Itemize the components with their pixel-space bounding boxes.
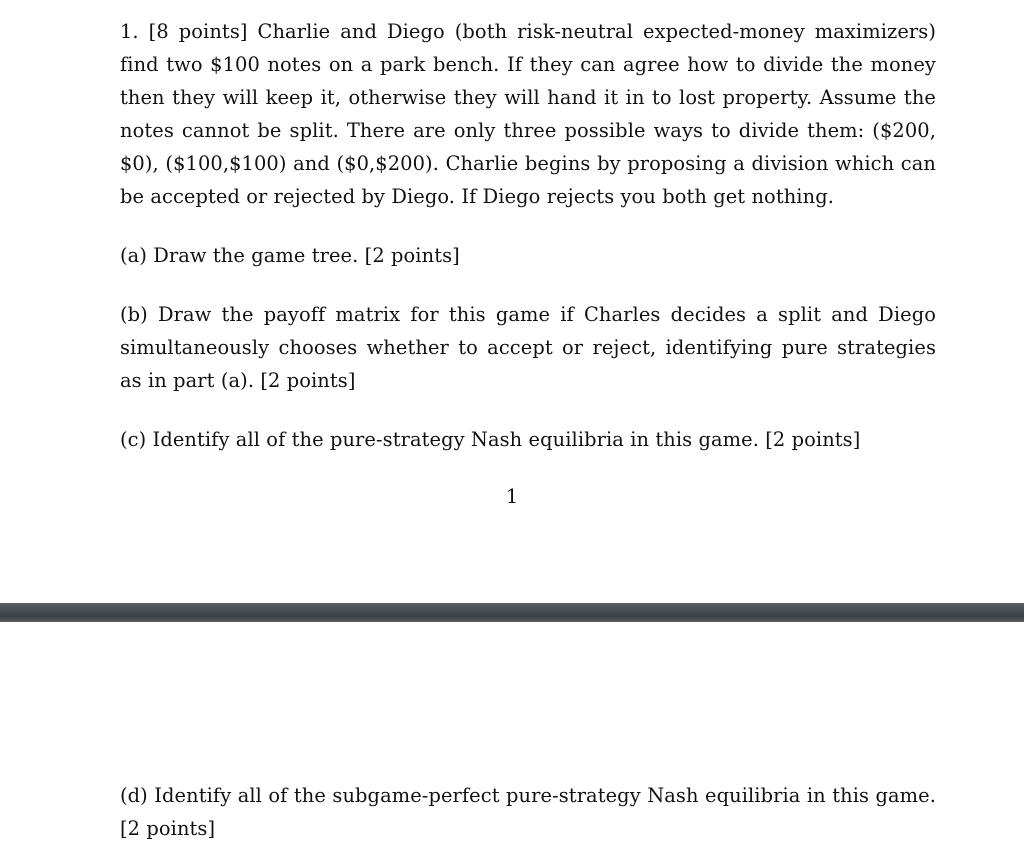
question-part-b: (b) Draw the payoff matrix for this game if Charles decides a split and Diego simultaneously chooses whether to accept or reject, identifying pure strategies as in part (a). [2 points]: [120, 303, 936, 392]
document-page-2: [0, 622, 1024, 863]
question-1-intro: 1. [8 points] Charlie and Diego (both risk-neutral expected-money maximizers) find two $100 notes on a park bench. If they can agree how to divide the money then they will keep it, otherwise they will hand it in to lost property. Assume the notes cannot be split. There are only three possible ways to divide them: ($200, $0), ($100,$100) and ($0,$200). Charlie begins by proposing a division which can be accepted or rejected by Diego. If Diego rejects you both get nothing.: [120, 20, 936, 208]
page-number: 1: [505, 485, 519, 508]
question-part-d: (d) Identify all of the subgame-perfect pure-strategy Nash equilibria in this game. [2 points]: [120, 784, 936, 840]
question-part-a: (a) Draw the game tree. [2 points]: [120, 244, 460, 267]
page-separator: [0, 603, 1024, 622]
question-part-c: (c) Identify all of the pure-strategy Nash equilibria in this game. [2 points]: [120, 428, 861, 451]
